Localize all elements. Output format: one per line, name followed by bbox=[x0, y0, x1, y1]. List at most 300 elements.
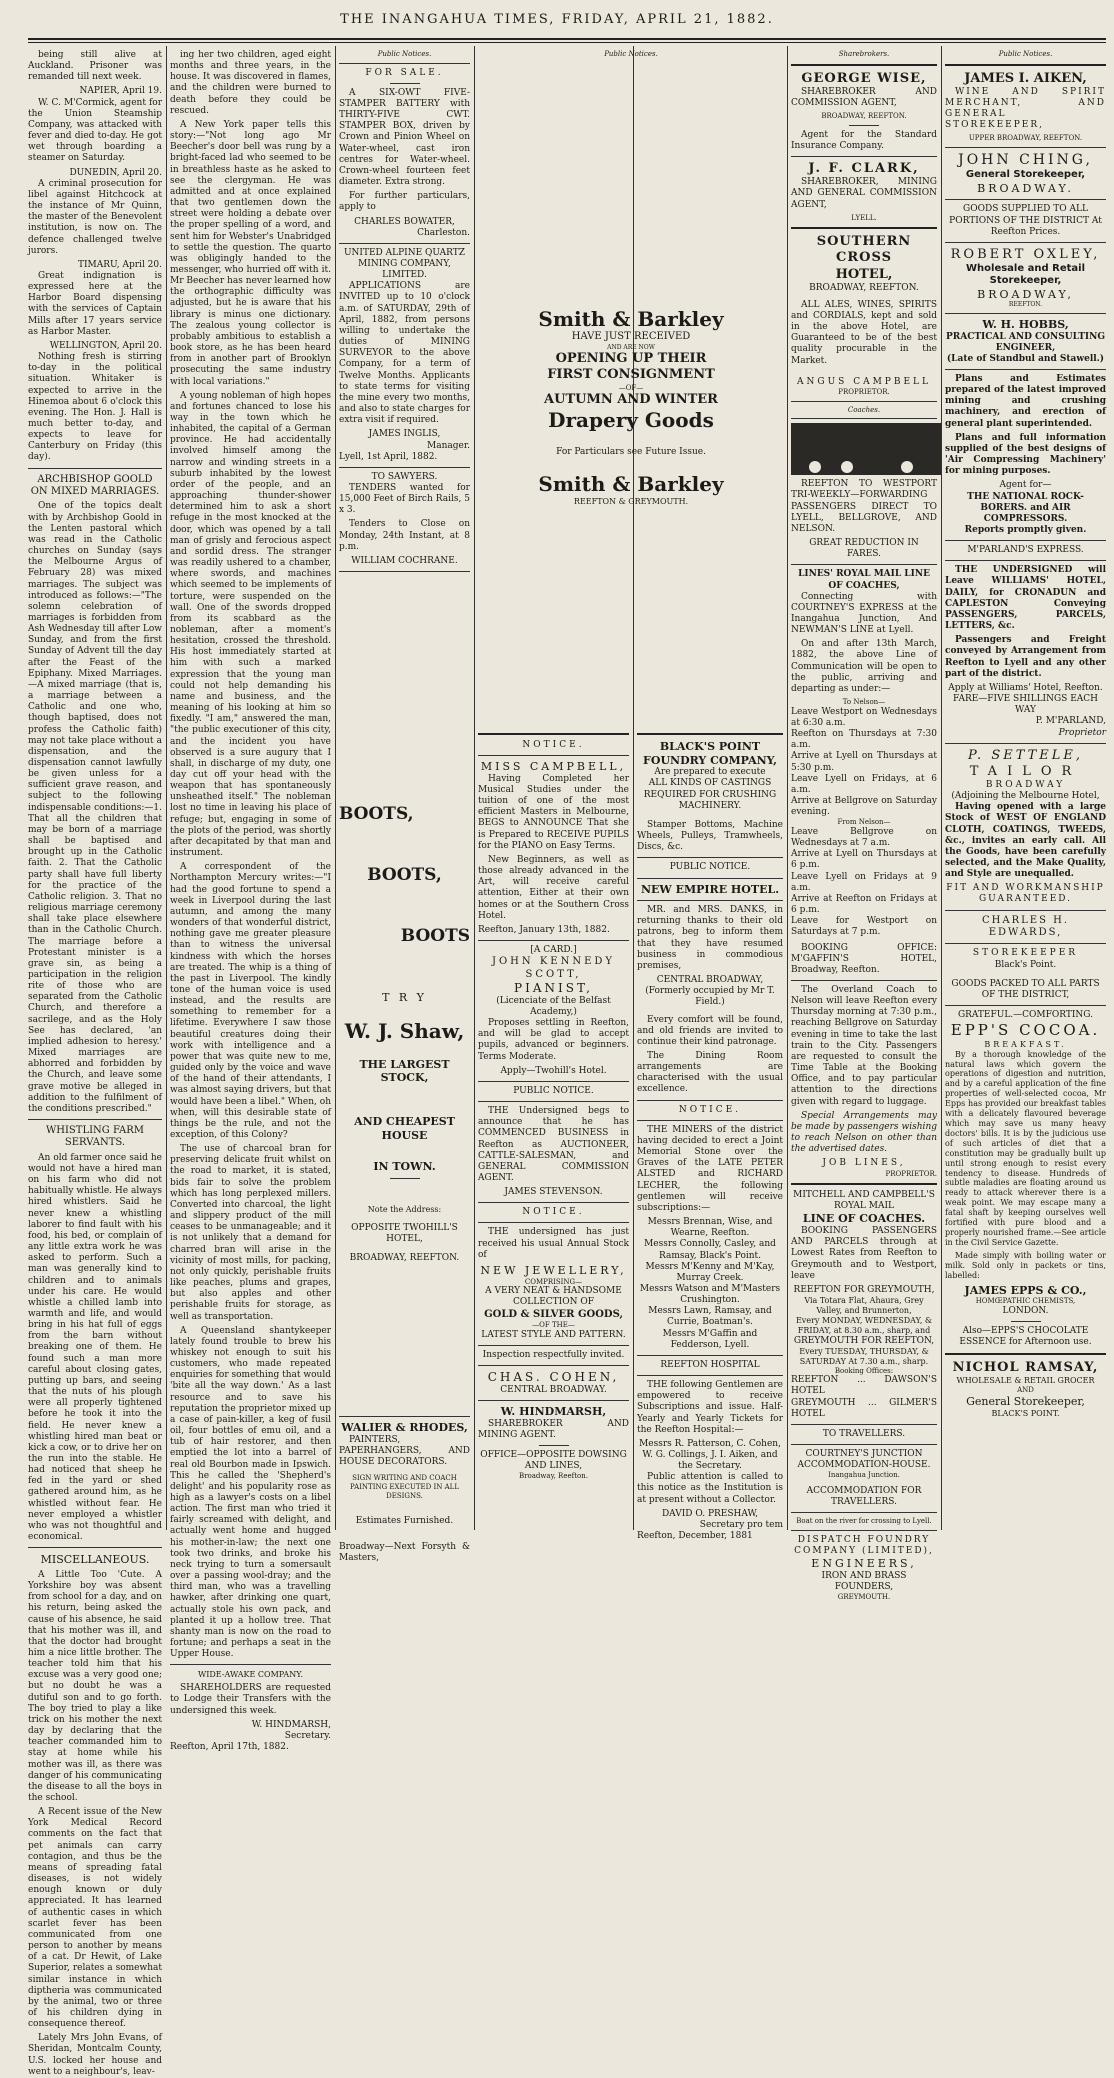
epps-london: LONDON. bbox=[1002, 1305, 1049, 1316]
settele-name: P. SETTELE, bbox=[967, 747, 1084, 763]
rule bbox=[791, 227, 937, 229]
epps-company: JAMES EPPS & CO., bbox=[964, 1283, 1087, 1297]
rule bbox=[339, 467, 470, 468]
rule bbox=[637, 1120, 783, 1121]
epps-cocoa: EPP'S COCOA. bbox=[950, 1021, 1101, 1040]
smith-line: HAVE JUST RECEIVED bbox=[571, 331, 691, 343]
settele-body: Having opened with a large Stock of WEST OF ENGLAND CLOTH, COATINGS, TWEEDS, &c., invites an early call. All the Goods, have been carefully selected, and the Make Quality, and Style are unequalled. bbox=[945, 802, 1106, 880]
spacer bbox=[339, 886, 470, 926]
walier-signs: SIGN WRITING AND COACH PAINTING EXECUTED IN ALL DESIGNS. bbox=[350, 1474, 459, 1500]
mitchell-line: LINE OF COACHES. bbox=[802, 1212, 926, 1226]
foundry-name: BLACK'S POINT FOUNDRY COMPANY, bbox=[643, 740, 777, 767]
news-paragraph: The use of charcoal bran for preserving delicate fruit whilst on the road to market, it is stated, bids fair to solve the problem which has long perplexed millers. Converted into charcoal, the light and slippery product of the mill ceases to be unmanageable; and it is not unlikely that a demand for charred bran will arise in the vicinity of most mills, for packing, not only quickly, perishable fruits like peaches, plums and grapes, but also apples and other perishable fruits for storage, as well as transportation. bbox=[170, 1144, 331, 1322]
masthead: THE INANGAHUA TIMES, FRIDAY, APRIL 21, 1882. bbox=[340, 12, 774, 27]
smith-drapery: Drapery Goods bbox=[548, 408, 714, 433]
dateline: WELLINGTON, April 20. bbox=[49, 340, 162, 351]
hobbs-late: (Late of Standbul and Stawell.) bbox=[946, 353, 1105, 364]
news-paragraph: A criminal prosecution for libel against Hitchcock at the instance of Mr Quinn, the master of the Benevolent institution, is now on. The defence challenged twelve jurors. bbox=[28, 178, 162, 256]
scott-apply: Apply—Twohill's Hotel. bbox=[500, 1065, 607, 1076]
rule bbox=[539, 1445, 569, 1446]
news-paragraph: A Little Too 'Cute. A Yorkshire boy was absent from school for a day, and on his return, being asked the cause of his absence, he said that his mother was ill, and that the doctor had brought him a nice little brother. The teacher told him that his excuse was a very good one; but no doubt he was a dutiful son and to go forth. The boy tried to play a like trick on his mother the next day by declaring that the teacher commanded him to stay at home while his mother was ill, as there was danger of his communicating the disease to all the boys in the school. bbox=[28, 1569, 162, 1803]
news-paragraph: A New York paper tells this story:—"Not long ago Mr Beecher's door bell was rung by a bright-faced lad who seemed to be in breathless haste as he asked to see the clergyman. He was admitted and at once explained that two gentlemen down the street were holding a debate over the proper spelling of a word, and sent him for Webster's Unabridged to settle the question. The quarto was obligingly handed to the messenger, who hurried off with it. Mr Beecher has never learned how the orthographic difficulty was adjusted, but he is aware that his library is minus one dictionary. The zealous young collector is probably ambitious to establish a book store, as he has been heard from in another part of Brooklyn prosecuting the same industry with local variations." bbox=[170, 119, 331, 387]
dispatch-foundry: DISPATCH FOUNDRY COMPANY (LIMITED), bbox=[794, 1535, 934, 1557]
mparland-apply: Apply at Williams' Hotel, Reefton. bbox=[948, 682, 1103, 693]
mparland-heading: M'PARLAND'S EXPRESS. bbox=[967, 545, 1084, 556]
rule bbox=[945, 560, 1106, 561]
notice-heading: NOTICE. bbox=[678, 1104, 742, 1115]
alpine-heading: UNITED ALPINE QUARTZ MINING COMPANY, LIMITED. bbox=[343, 247, 466, 281]
walier-estimates: Estimates Furnished. bbox=[355, 1516, 454, 1527]
mitchell-rfg: REEFTON FOR GREYMOUTH, bbox=[793, 1284, 935, 1295]
spacer bbox=[339, 947, 470, 991]
oxley-name: ROBERT OXLEY, bbox=[950, 246, 1101, 262]
miners-list-item: Messrs Connolly, Casley, and Ramsay, Black's Point. bbox=[644, 1239, 776, 1261]
for-sale-name: CHARLES BOWATER, bbox=[354, 216, 455, 227]
settele-address: BROADWAY bbox=[985, 779, 1066, 790]
hobbs-trade: PRACTICAL AND CONSULTING ENGINEER, bbox=[945, 331, 1106, 353]
column-brokers bbox=[791, 50, 937, 1602]
rule bbox=[478, 1222, 629, 1223]
rule bbox=[945, 313, 1106, 314]
lines-after: On and after 13th March, 1882, the above Line of Communication will be open to the public, arriving and departing as under:— bbox=[791, 639, 937, 694]
job-role: PROPRIETOR. bbox=[885, 1169, 937, 1178]
rule bbox=[791, 1530, 937, 1531]
empire-central: CENTRAL BROADWAY, bbox=[656, 975, 764, 986]
booking-office-row: GREYMOUTH ... GILMER'S HOTEL bbox=[791, 1397, 937, 1419]
rule bbox=[791, 64, 937, 66]
ching-address: BROADWAY. bbox=[977, 181, 1074, 195]
hospital-role: Secretary pro tem bbox=[699, 1519, 783, 1530]
alpine-date: Lyell, 1st April, 1882. bbox=[339, 451, 438, 462]
westport-route: REEFTON TO WESTPORT TRI-WEEKLY—FORWARDING PASSENGERS DIRECT TO LYELL, BELLGROVE, AND NELSON. bbox=[791, 479, 937, 534]
hobbs-body: Plans and Estimates prepared of the latest improved mining and crushing machinery, and erection of general plant superintended. bbox=[945, 373, 1106, 429]
mitchell-gfr: GREYMOUTH FOR REEFTON, bbox=[793, 1335, 935, 1346]
shaw-name: W. J. Shaw, bbox=[344, 1018, 465, 1043]
spacer bbox=[339, 1215, 470, 1223]
article-heading: MISCELLANEOUS. bbox=[40, 1553, 150, 1567]
ramsay-place: BLACK'S POINT. bbox=[991, 1408, 1060, 1418]
hobbs-agent: Agent for— bbox=[999, 480, 1052, 491]
rule bbox=[945, 943, 1106, 944]
wise-address: BROADWAY, REEFTON. bbox=[821, 112, 907, 121]
empire-field: (Formerly occupied by Mr T. Field.) bbox=[645, 986, 775, 1008]
mitchell-via: Via Totara Flat, Ahaura, Grey Valley, and Brunnerton, bbox=[804, 1296, 924, 1315]
smith-line: OPENING UP THEIR bbox=[555, 351, 707, 367]
news-paragraph: One of the topics dealt with by Archbishop Goold in the Lenten pastoral which was read in the Catholic churches on Sunday (says the Melbourne Argus of February 28) was mixed marriages. The subject was introduced as follows:—"The solemn celebration of marriages is forbidden from Ash Wednesday till after Low Sunday, and from the first Sunday of Advent till the day after the Feast of the Epiphany. Mixed Marriages.—A mixed marriage (that is, a marriage between a Catholic and one who, though baptised, does not profess the Catholic faith) may not take place without a dispensation, and the dispensation cannot lawfully be given unless for a sufficient grave reason, and subject to the following indispensable conditions:—1. That all the children that may be born of a marriage shall be baptised and brought up in the Catholic faith. 2. That the Catholic party shall have full liberty for the practice of the Catholic religion. 3. That no religious marriage ceremony shall take place elsewhere than in the Catholic Church. The marriage before a Protestant minister is a grave sin, as being a participation in the religion rite of those who are separated from the Catholic Church, and therefore a sacrilege, and as the Holy See has declared, 'an implied adhesion to heresy.' Mixed marriages are abhorred and forbidden by the Church, and leave some grave motive be alleged in addition to the fulfilment of the conditions prescribed." bbox=[28, 501, 162, 1114]
section-label: Sharebrokers. bbox=[838, 50, 890, 58]
column-notices bbox=[478, 728, 629, 1528]
hospital-note: Public attention is called to this notice as the Institution is at present without a Collector. bbox=[637, 1472, 783, 1505]
top-rule bbox=[28, 38, 1106, 40]
rule bbox=[339, 571, 470, 572]
jewellery-latest: LATEST STYLE AND PATTERN. bbox=[481, 1329, 626, 1340]
clark-name: J. F. CLARK, bbox=[808, 161, 920, 177]
hobbs-reports: Reports promptly given. bbox=[964, 525, 1087, 535]
shaw-town: IN TOWN. bbox=[373, 1160, 436, 1174]
boots-word: BOOTS, bbox=[339, 804, 414, 825]
for-sale-place: Charleston. bbox=[417, 227, 470, 238]
wide-awake-heading: WIDE-AWAKE COMPANY. bbox=[198, 1670, 303, 1680]
spacer bbox=[339, 1264, 470, 1412]
rule bbox=[945, 743, 1106, 744]
miss-campbell-date: Reefton, January 13th, 1882. bbox=[478, 924, 610, 935]
miss-campbell: MISS CAMPBELL, bbox=[480, 760, 627, 774]
rule bbox=[945, 1353, 1106, 1355]
timetable-row: Leave Lyell on Fridays, at 6 a.m. bbox=[791, 773, 937, 795]
shaw-broadway: BROADWAY, REEFTON. bbox=[349, 1253, 460, 1264]
sawyers-heading: TO SAWYERS. bbox=[371, 471, 438, 482]
jewellery-gold: GOLD & SILVER GOODS, bbox=[484, 1308, 623, 1320]
news-paragraph: being still alive at Auckland. Prisoner was remanded till next week. bbox=[28, 50, 162, 83]
hobbs-national: THE NATIONAL ROCK-BORERS. and AIR COMPRESSORS. bbox=[967, 491, 1084, 524]
spacer bbox=[339, 1044, 470, 1058]
column-stories bbox=[170, 50, 331, 1753]
rule bbox=[791, 156, 937, 157]
mitchell-royal: ROYAL MAIL bbox=[834, 1201, 894, 1212]
job-lines: JOB LINES, bbox=[822, 1158, 906, 1169]
jewellery-collection: A VERY NEAT & HANDSOME COLLECTION OF bbox=[485, 1286, 622, 1308]
section-label: Public Notices. bbox=[998, 50, 1053, 58]
shaw-note: Note the Address: bbox=[367, 1204, 442, 1214]
mitchell-every: Every MONDAY, WEDNESDAY, & FRIDAY, at 8.30 a.m., sharp, and bbox=[795, 1315, 933, 1335]
news-paragraph: W. C. M'Cormick, agent for the Union Steamship Company, was attacked with fever and died to-day. He got wet through boarding a steamer on Saturday. bbox=[28, 97, 162, 164]
rule bbox=[791, 1444, 937, 1445]
epps-made: Made simply with boiling water or milk. Sold only in packets or tins, labelled: bbox=[945, 1250, 1106, 1280]
miners-list-item: Messrs M'Gaffin and Fedderson, Lyell. bbox=[662, 1328, 758, 1350]
wheel-icon bbox=[809, 461, 821, 473]
timetable-row: Arrive at Lyell on Thursdays at 5:30 p.m. bbox=[791, 751, 937, 773]
rule bbox=[478, 755, 629, 756]
rule bbox=[478, 1365, 629, 1366]
booking-offices: Booking Offices: bbox=[834, 1366, 894, 1375]
news-paragraph: Great indignation is expressed here at the Harbor Board dispensing with the services of Captain Mills after 17 years service as Harbor Master. bbox=[28, 270, 162, 337]
ching-trade: General Storekeeper, bbox=[965, 169, 1086, 181]
rule bbox=[945, 147, 1106, 148]
rule bbox=[390, 1178, 420, 1179]
rule bbox=[945, 369, 1106, 370]
for-sale-body: A SIX-OWT FIVE-STAMPER BATTERY with THIRTY-FIVE CWT. STAMPER BOX, driven by Crown and Pinion Wheel on Water-wheel, cast iron centres for Water-wheel. Crown-wheel fourteen feet diameter. Extra strong. bbox=[339, 87, 470, 188]
wide-awake-role: Secretary. bbox=[284, 1730, 331, 1741]
rule bbox=[791, 1512, 937, 1513]
column-ads-left bbox=[339, 50, 470, 1563]
miners-body: THE MINERS of the district having decided to erect a Joint Memorial Stone over the Graves of the LATE PETER ALSTED and RICHARD LECHER, the following gentlemen will receive subscriptions:— bbox=[637, 1124, 783, 1213]
rule bbox=[28, 1547, 162, 1548]
hindmarsh-office: OFFICE—OPPOSITE DOWSING AND LINES, bbox=[480, 1449, 627, 1472]
epps-breakfast: BREAKFAST. bbox=[984, 1039, 1067, 1049]
wheel-icon bbox=[841, 461, 853, 473]
booking-office: BOOKING OFFICE: M'GAFFIN'S HOTEL, Broadway, Reefton. bbox=[791, 942, 937, 975]
oxley-trade: Wholesale and Retail bbox=[966, 263, 1085, 275]
timetable-row: Leave for Westport on Saturdays at 7 p.m. bbox=[791, 916, 937, 938]
hospital-date: Reefton, December, 1881 bbox=[637, 1531, 753, 1542]
hindmarsh-address: Broadway, Reefton. bbox=[519, 1472, 588, 1481]
mitchell-body: BOOKING PASSENGERS AND PARCELS through at Lowest Rates from Reefton to Greymouth and to Westport, leave bbox=[791, 1226, 937, 1281]
rule bbox=[478, 1202, 629, 1203]
timetable-row: Arrive at Lyell on Thursdays at 6 p.m. bbox=[791, 849, 937, 871]
ramsay-name: NICHOL RAMSAY, bbox=[952, 1360, 1099, 1376]
mparland-body: THE UNDERSIGNED will Leave WILLIAMS' HOTEL, DAILY, for CRONADUN and CAPLESTON Conveying PASSENGERS, PARCELS, LETTERS, &c. bbox=[945, 565, 1106, 632]
timetable-row: Leave Bellgrove on Wednesdays at 7 a.m. bbox=[791, 826, 937, 849]
dispatch-grey: GREYMOUTH. bbox=[837, 1593, 891, 1602]
rule bbox=[637, 900, 783, 901]
smith-particulars: For Particulars see Future Issue. bbox=[556, 447, 706, 458]
article-heading: WHISTLING FARM SERVANTS. bbox=[45, 1125, 145, 1149]
boots-word: BOOTS, bbox=[367, 865, 442, 886]
epps-chemists: HOMŒPATHIC CHEMISTS, bbox=[975, 1297, 1076, 1306]
smith-line: —OF— bbox=[618, 383, 644, 392]
courtney-accom: ACCOMMODATION FOR TRAVELLERS. bbox=[806, 1486, 922, 1508]
rule bbox=[791, 564, 937, 565]
settele-fit: FIT AND WORKMANSHIP GUARANTEED. bbox=[946, 883, 1105, 905]
alpine-role: Manager. bbox=[426, 440, 470, 451]
rule bbox=[945, 540, 1106, 541]
cohen-address: CENTRAL BROADWAY. bbox=[500, 1384, 607, 1395]
southern-cross-address: BROADWAY, REEFTON. bbox=[809, 282, 919, 293]
miss-campbell-body: Having Completed her Musical Studies under the tuition of one of the most efficient Masters in Melbourne, BEGS to ANNOUNCE That she is Prepared to RECEIVE PUPILS for the PIANO on Easy Terms. bbox=[478, 773, 629, 851]
rule bbox=[637, 878, 783, 879]
rule bbox=[945, 910, 1106, 911]
rule bbox=[28, 1119, 162, 1120]
news-paragraph: A young nobleman of high hopes and fortunes chanced to lose his way in the town which he inhabited, the capital of a German province. He had accidentally involved himself among the narrow and winding streets in a suburb inhabited by the lowest order of the people, and an approaching thunder-shower determined him to ask a short refuge in the most knocked at the door, which was opened by a tall man of grisly and ferocious aspect and sordid dress. The stranger was readily ushered to a chamber, where swords, and machines which seemed to be implements of torture, were suspended on the wall. One of the swords dropped from its scabbard as the nobleman, after a moment's hesitation, crossed the threshold. His host immediately started at him with such a marked expression that the young man could not help demanding his name and business, and the meaning of his looking at him so fixedly. "I am," answered the man, "the public executioner of this city, and the incident you have observed is a sure augury that I shall, in discharge of my duty, one day cut off your head with the weapon that has spontaneously unsheathed itself." The nobleman lost no time in leaving his place of refuge; but, engaging in some of the plots of the period, was shortly after decapitated by that man and instrument. bbox=[170, 390, 331, 859]
oxley-trade: Storekeeper, bbox=[989, 275, 1062, 287]
spacer bbox=[339, 576, 470, 804]
timetable-row: Leave Lyell on Fridays at 9 a.m. bbox=[791, 871, 937, 893]
column-ads-right bbox=[945, 50, 1106, 1528]
alpine-body: APPLICATIONS are INVITED up to 10 o'clock a.m. of SATURDAY, 29th of April, 1882, from persons willing to undertake the duties of MINING SURVEYOR to the above Company, for a term of Twelve Months. Applicants to state terms for visiting the mine every two months, and also to state charges for extra visit if required. bbox=[339, 281, 470, 426]
boots-word: BOOTS bbox=[400, 926, 470, 947]
article-heading: ARCHBISHOP GOOLD ON MIXED MARRIAGES. bbox=[30, 473, 160, 498]
rule bbox=[637, 857, 783, 858]
aiken-address: UPPER BROADWAY, REEFTON. bbox=[968, 134, 1083, 143]
angus-role: PROPRIETOR. bbox=[838, 387, 890, 396]
rule bbox=[791, 1183, 937, 1185]
oxley-address: BROADWAY, bbox=[977, 287, 1074, 301]
hindmarsh-name: W. HINDMARSH, bbox=[500, 1404, 607, 1418]
empire-body: MR. and MRS. DANKS, in returning thanks to their old patrons, beg to inform them that they have resumed business in commodious premises, bbox=[637, 905, 783, 971]
fares-heading: GREAT REDUCTION IN FARES. bbox=[809, 538, 919, 560]
column-news bbox=[28, 50, 162, 2077]
ching-name: JOHN CHING, bbox=[958, 152, 1093, 169]
news-paragraph: Nothing fresh is stirring to-day in the political situation. Whitaker is expected to arrive in the Hinemoa about 6 o'clock this evening. The Hon. J. Hall is much better to-day, and expects to leave for Canterbury on Friday (this day). bbox=[28, 352, 162, 463]
rule bbox=[849, 125, 879, 126]
section-label: Public Notices. bbox=[377, 50, 432, 58]
empire-dining: The Dining Room arrangements are characterised with the usual excellence. bbox=[637, 1051, 783, 1095]
oxley-town: REEFTON. bbox=[1008, 301, 1043, 309]
timetable-row: Leave Westport on Wednesdays at 6:30 a.m. bbox=[791, 706, 937, 728]
lines-connect: Connecting with COURTNEY'S EXPRESS at the Inangahua Junction, And NEWMAN'S LINE at Lyell. bbox=[791, 591, 937, 636]
spacer bbox=[339, 1183, 470, 1205]
rule bbox=[478, 733, 629, 735]
jewellery-comprising: COMPRISING— bbox=[524, 1277, 583, 1286]
smith-place: REEFTON & GREYMOUTH. bbox=[573, 497, 689, 507]
stevenson-body: THE Undersigned begs to announce that he has COMMENCED BUSINESS in Reefton as AUCTIONEER, CATTLE-SALESMAN, and GENERAL COMMISSION AGENT. bbox=[478, 1106, 629, 1183]
column-divider bbox=[335, 46, 336, 1530]
mparland-role: Proprietor bbox=[1058, 727, 1106, 738]
rule bbox=[637, 1100, 783, 1101]
hospital-signature: DAVID O. PRESHAW, bbox=[661, 1508, 759, 1519]
mparland-fare: FARE—FIVE SHILLINGS EACH WAY bbox=[952, 694, 1098, 716]
top-rule-thin bbox=[28, 42, 1106, 43]
hospital-names: Messrs R. Patterson, C. Cohen, W. G. Collings, J. I. Aiken, and the Secretary. bbox=[639, 1438, 781, 1472]
rule bbox=[637, 733, 783, 735]
try-word: T R Y bbox=[382, 991, 427, 1005]
empire-comfort: Every comfort will be found, and old friends are invited to continue their kind patronage. bbox=[637, 1014, 783, 1047]
wheel-icon bbox=[901, 461, 913, 473]
dateline: TIMARU, April 20. bbox=[77, 259, 162, 270]
empire-hotel: NEW EMPIRE HOTEL. bbox=[640, 882, 780, 896]
section-label: Coaches. bbox=[847, 405, 881, 414]
aiken-name: JAMES I. AIKEN, bbox=[964, 70, 1087, 86]
timetable-row: Reefton on Thursdays at 7:30 a.m. bbox=[791, 729, 937, 751]
wise-agent: Agent for the Standard Insurance Company. bbox=[791, 129, 937, 151]
rule bbox=[28, 468, 162, 469]
rule bbox=[478, 940, 629, 941]
mparland-name: P. M'PARLAND, bbox=[1035, 716, 1106, 727]
spacer bbox=[478, 433, 784, 447]
column-notices-2 bbox=[637, 728, 783, 1542]
column-divider bbox=[474, 46, 475, 1530]
scott-pianist: PIANIST, bbox=[514, 980, 593, 995]
miners-list-item: Messrs M'Kenny and M'Kay, Murray Creek. bbox=[645, 1261, 775, 1283]
lines-coaches: LINES' ROYAL MAIL LINE OF COACHES, bbox=[798, 569, 930, 591]
column-divider bbox=[166, 46, 167, 1530]
rule bbox=[478, 1345, 629, 1346]
hobbs-name: W. H. HOBBS, bbox=[982, 317, 1069, 331]
hobbs-body: Plans and full information supplied of the best designs of 'Air Compressing Machinery' for mining purposes. bbox=[945, 432, 1106, 477]
wide-awake-signature: W. HINDMARSH, bbox=[251, 1719, 331, 1730]
notice-heading: NOTICE. bbox=[522, 1207, 585, 1218]
rule bbox=[339, 243, 470, 244]
public-notice-heading: PUBLIC NOTICE. bbox=[669, 862, 751, 873]
southern-cross-body: ALL ALES, WINES, SPIRITS and CORDIALS, kept and sold in the above Hotel, are Guaranteed to be of the best quality procurable in the Market. bbox=[791, 299, 937, 366]
hindmarsh-trade: SHAREBROKER AND MINING AGENT. bbox=[478, 1418, 629, 1440]
for-sale-apply: For further particulars, apply to bbox=[339, 191, 470, 213]
shaw-cheapest: AND CHEAPEST HOUSE bbox=[354, 1114, 455, 1142]
timetable-heading: To Nelson— bbox=[842, 698, 886, 707]
ramsay-trade: WHOLESALE & RETAIL GROCER bbox=[956, 1376, 1095, 1386]
jewellery-ofthe: —OF THE— bbox=[532, 1320, 575, 1329]
southern-cross-name: SOUTHERN CROSS bbox=[816, 234, 912, 266]
walier-trade: PAINTERS, PAPERHANGERS, AND HOUSE DECORATORS. bbox=[339, 1434, 470, 1468]
rule bbox=[945, 64, 1106, 66]
news-paragraph: A correspondent of the Northampton Mercury writes:—"I had the good fortune to spend a week in Liverpool during the last autumn, and among the many wonders of that wonderful district, nothing gave me greater pleasure than to witness the universal kindness with which the horses are treated. The whip is a thing of the past in Liverpool. The kindly tone of the human voice is used instead, and the results are something to remember for a lifetime. Everywhere I saw those beautiful creatures doing their work with intelligence and a power that was quite new to me, guided only by the voice and wave of the hand of their attendants, I was almost saying drivers, but that would have been a libel." When, oh when, will this desirable state of things be the rule, and not the exception, of this Colony? bbox=[170, 862, 331, 1140]
courtney-name: COURTNEY'S JUNCTION ACCOMMODATION-HOUSE. bbox=[797, 1449, 931, 1471]
booking-office-row: REEFTON ... DAWSON'S HOTEL bbox=[791, 1375, 937, 1397]
news-paragraph: A Recent issue of the New York Medical Record comments on the fact that pet animals can carry contagion, and thus be the means of spreading fatal diseases, is not widely enough known or duly appreciated. It has learned of authentic cases in which scarlet fever has been communicated from one person to another by means of a cat. Dr Hewit, of Lake Superior, relates a somewhat similar instance in which diptheria was communicated by the animal, two or three of his children dying in consequence thereof. bbox=[28, 1807, 162, 2030]
ching-goods: GOODS SUPPLIED TO ALL PORTIONS OF THE DISTRICT At Reefton Prices. bbox=[949, 204, 1102, 237]
dispatch-engineers: ENGINEERS, bbox=[811, 1557, 917, 1571]
rule bbox=[170, 1664, 331, 1665]
sawyers-name: WILLIAM COCHRANE. bbox=[351, 555, 458, 566]
jewellery-body: THE undersigned has just received his usual Annual Stock of bbox=[478, 1227, 629, 1260]
courtney-junction: Inangahua Junction. bbox=[828, 1471, 900, 1480]
notice-heading: NOTICE. bbox=[522, 740, 585, 750]
smith-name: Smith & Barkley bbox=[538, 306, 724, 331]
card-label: [A CARD.] bbox=[530, 944, 577, 955]
foundry-more: Stamper Bottoms, Machine Wheels, Pulleys, Tramwheels, Discs, &c. bbox=[637, 819, 783, 853]
rule bbox=[1011, 1321, 1041, 1322]
jewellery-inspect: Inspection respectfully invited. bbox=[482, 1349, 625, 1360]
jewellery-title: NEW JEWELLERY, bbox=[480, 1263, 627, 1277]
clark-trade: SHAREBROKER, MINING AND GENERAL COMMISSION AGENT, bbox=[791, 177, 937, 210]
mitchell-name: MITCHELL AND CAMPBELL'S bbox=[793, 1190, 935, 1201]
aiken-trade: WINE AND SPIRIT MERCHANT, AND GENERAL STOREKEEPER, bbox=[945, 86, 1106, 131]
dateline: DUNEDIN, April 20. bbox=[69, 167, 162, 178]
edwards-place: Black's Point. bbox=[994, 959, 1057, 970]
column-divider bbox=[941, 46, 942, 1530]
wise-name: GEORGE WISE, bbox=[801, 70, 927, 86]
smith-line: AUTUMN AND WINTER bbox=[544, 392, 718, 408]
spacer bbox=[478, 458, 784, 472]
column-divider bbox=[787, 46, 788, 1530]
spacer bbox=[339, 1245, 470, 1253]
rule bbox=[478, 1101, 629, 1102]
mitchell-every: Every TUESDAY, THURSDAY, & SATURDAY At 7.30 a.m., sharp. bbox=[799, 1346, 929, 1366]
dispatch-iron: IRON AND BRASS FOUNDERS, bbox=[821, 1571, 907, 1593]
dateline: NAPIER, April 19. bbox=[79, 86, 162, 97]
timetable-heading: From Nelson— bbox=[837, 818, 891, 827]
edwards-trade: STOREKEEPER bbox=[972, 948, 1079, 959]
epps-also: Also—EPPS'S CHOCOLATE ESSENCE for Afternoon use. bbox=[959, 1325, 1092, 1348]
sawyers-close: Tenders to Close on Monday, 24th Instant, at 8 p.m. bbox=[339, 519, 470, 552]
miners-list-item: Messrs Brennan, Wise, and Wearne, Reefton. bbox=[647, 1217, 773, 1239]
smith-barkley-ad bbox=[478, 50, 784, 730]
news-paragraph: ing her two children, aged eight months and three years, in the house. It was discovered in flames, and the children were burned to death before they could be rescued. bbox=[170, 50, 331, 116]
hospital-heading: REEFTON HOSPITAL bbox=[660, 1359, 760, 1370]
wide-awake-body: SHAREHOLDERS are requested to Lodge their Transfers with the undersigned this week. bbox=[170, 1683, 331, 1716]
settele-adjoining: (Adjoining the Melbourne Hotel, bbox=[951, 791, 1100, 802]
timetable-row: Arrive at Bellgrove on Saturday evening. bbox=[791, 795, 937, 818]
edwards-goods: GOODS PACKED TO ALL PARTS OF THE DISTRICT, bbox=[951, 978, 1100, 1000]
miners-list-item: Messrs Watson and M'Masters Crushington. bbox=[639, 1283, 781, 1306]
rule bbox=[478, 1081, 629, 1082]
smith-line: AND ARE NOW bbox=[607, 343, 655, 351]
stevenson-name: JAMES STEVENSON. bbox=[504, 1187, 603, 1198]
foundry-body: ALL KINDS OF CASTINGS REQUIRED FOR CRUSHING MACHINERY. bbox=[643, 778, 777, 811]
walier-address: Broadway—Next Forsyth & Masters, bbox=[339, 1541, 470, 1563]
hospital-body: THE following Gentlemen are empowered to receive Subscriptions and issue. Half-Yearly and Yearly Tickets for the Reefton Hospital:— bbox=[637, 1380, 783, 1435]
wise-trade: SHAREBROKER AND COMMISSION AGENT, bbox=[791, 86, 937, 108]
edwards-name: CHARLES H. EDWARDS, bbox=[982, 914, 1069, 938]
rule bbox=[478, 1400, 629, 1401]
clark-address: LYELL. bbox=[851, 213, 877, 222]
alpine-name: JAMES INGLIS, bbox=[368, 429, 441, 440]
epps-body: By a thorough knowledge of the natural laws which govern the operations of digestion and nutrition, and by a careful application of the fine properties of well-selected cocoa, Mr Epps has provided our breakfast tables with a delicately flavoured beverage which may save us many heavy doctors' bills. It is by the judicious use of such articles of diet that a constitution may be gradually built up until strong enough to resist every tendency to disease. Hundreds of subtle maladies are floating around us ready to attack wherever there is a weak point. We may escape many a fatal shaft by keeping ourselves well fortified with pure blood and a properly nourished frame.—See article in the Civil Service Gazette. bbox=[945, 1049, 1106, 1247]
mparland-body: Passengers and Freight conveyed by Arrangement from Reefton to Lyell and any other part of the district. bbox=[945, 635, 1106, 679]
rule bbox=[791, 1424, 937, 1425]
rule bbox=[390, 83, 420, 84]
rule bbox=[945, 242, 1106, 243]
shaw-opposite: OPPOSITE TWOHILL'S HOTEL, bbox=[351, 1222, 458, 1244]
walier-name: WALIER & RHODES, bbox=[341, 1421, 468, 1435]
special-arrangements: Special Arrangements may be made by passengers wishing to reach Nelson on other than the advertised dates. bbox=[791, 1110, 937, 1155]
news-paragraph: A Queensland shantykeeper lately found trouble to brew his whiskey not enough to suit his customers, who made repeated enquiries for something that would 'bite all the way down.' As a last resource and to save his reputation the proprietor mixed up a case of pain-killer, a keg of fusil oil, four bottles of emu oil, and a tub of hair restorer, and then emptied the lot into a barrel of real old Bourbon made in Ipswich. This he called the 'Shepherd's delight' and his popularity rose as high as a lawyer's costs on a libel action. The first man who tried it fairly screamed with delight, and actually went home and hugged his mother-in-law; the next one took two drinks, and broke his neck trying to turn a somersault over a passing wool-dray; and the third man, who was a travelling hawker, after drinking one quart, actually stole his own pack, and planted it up a hollow tree. That shanty man is now on the road to fortune; and perhaps a seat in the Upper House. bbox=[170, 1325, 331, 1660]
smith-line: FIRST CONSIGNMENT bbox=[547, 367, 715, 383]
overland-coach: The Overland Coach to Nelson will leave Reefton every Thursday morning at 7:30 p.m., reaching Bellgrove on Saturday evening in time to take the last train to the City. Passengers are requested to consult the Time Table at the Booking Office, and to pay particular attention to the directions given with regard to luggage. bbox=[791, 985, 937, 1107]
miners-list-item: Messrs Lawn, Ramsay, and Currie, Boatman's. bbox=[648, 1306, 772, 1328]
rule bbox=[791, 401, 937, 402]
sawyers-body: TENDERS wanted for 15,000 Feet of Birch Rails, 5 x 3. bbox=[339, 482, 470, 516]
smith-name: Smith & Barkley bbox=[538, 472, 724, 497]
for-sale-heading: FOR SALE. bbox=[365, 67, 444, 78]
scott-name: JOHN KENNEDY SCOTT, bbox=[491, 956, 616, 980]
rule bbox=[791, 418, 937, 419]
scott-belfast: (Licenciate of the Belfast Academy,) bbox=[496, 995, 611, 1017]
settele-tailor: TAILOR bbox=[969, 763, 1082, 779]
public-notice-heading: PUBLIC NOTICE. bbox=[513, 1085, 594, 1096]
cohen-name: CHAS. COHEN, bbox=[487, 1369, 620, 1384]
foundry-prepared: Are prepared to execute bbox=[654, 767, 766, 778]
